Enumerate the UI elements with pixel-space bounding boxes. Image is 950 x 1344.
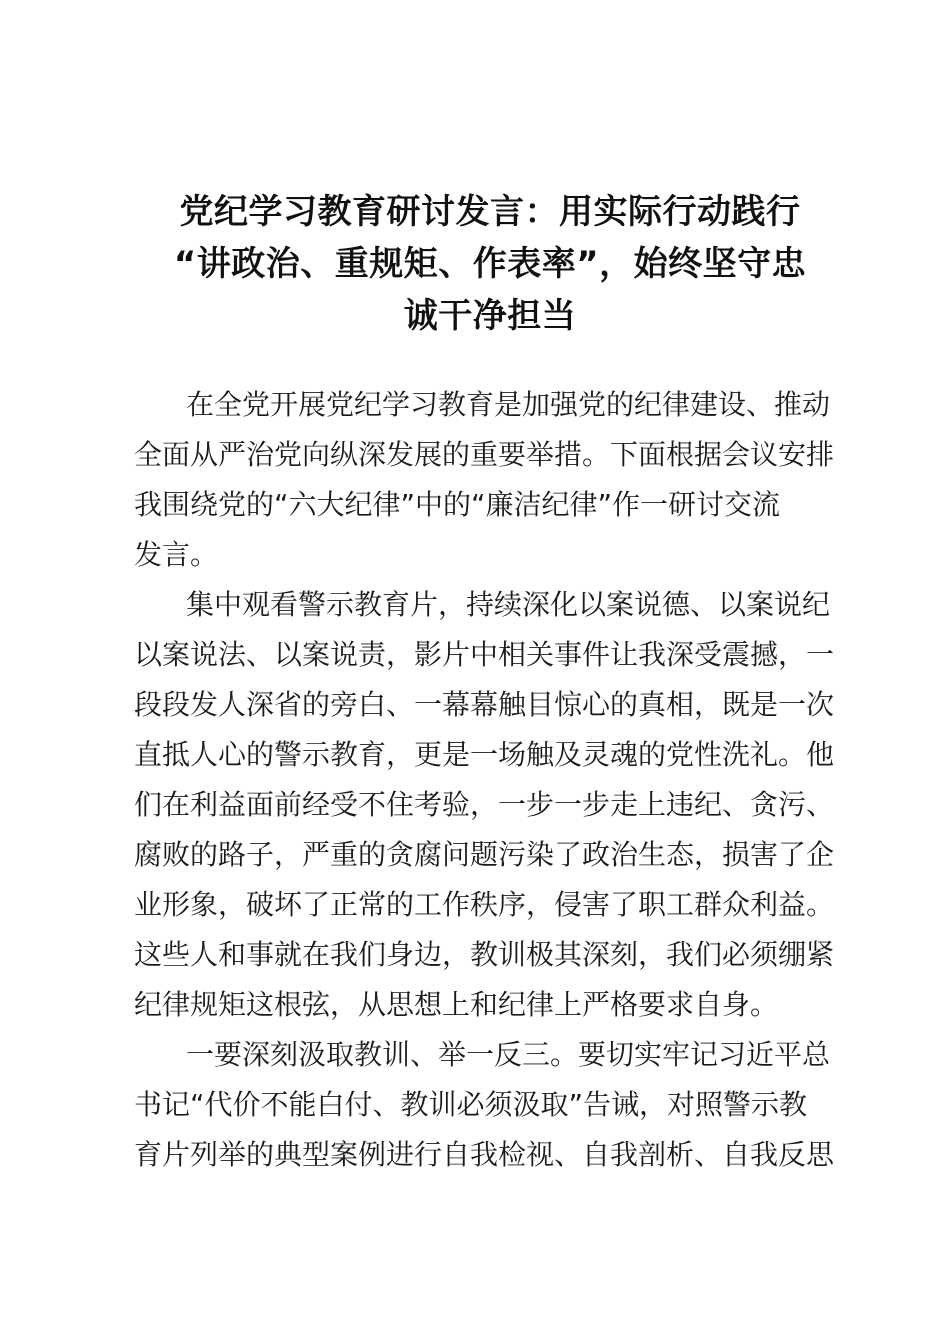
text-line: 我围绕党的“六大纪律”中的“廉洁纪律”作一研讨交流 — [134, 488, 781, 521]
text-line: 段段发人深省的旁白、一幕幕触目惊心的真相，既是一次 — [134, 688, 835, 721]
text-line: 一要深刻汲取教训、举一反三。要切实牢记习近平总 — [186, 1038, 831, 1071]
paragraph-warning-film — [134, 580, 834, 1030]
document-title — [130, 186, 850, 342]
text-line: 发言。 — [134, 538, 219, 571]
text-line: 书记“代价不能白付、教训必须汲取”告诫，对照警示教 — [134, 1088, 808, 1121]
title-line: “讲政治、重规矩、作表率”，始终坚守忠 — [173, 244, 807, 284]
paragraph-intro — [134, 380, 834, 580]
text-line: 们在利益面前经受不住考验，一步一步走上违纪、贪污、 — [134, 788, 835, 821]
text-line: 育片列举的典型案例进行自我检视、自我剖析、自我反思 — [134, 1138, 835, 1171]
text-line: 这些人和事就在我们身边，教训极其深刻，我们必须绷紧 — [134, 938, 835, 971]
text-line: 业形象，破坏了正常的工作秩序，侵害了职工群众利益。 — [134, 888, 835, 921]
text-line: 直抵人心的警示教育，更是一场触及灵魂的党性洗礼。他 — [134, 738, 835, 771]
text-line: 集中观看警示教育片，持续深化以案说德、以案说纪 — [186, 588, 831, 621]
title-line: 诚干净担当 — [403, 296, 577, 336]
title-line: 党纪学习教育研讨发言：用实际行动践行 — [179, 192, 801, 232]
document-body — [134, 380, 834, 1180]
paragraph-lessons — [134, 1030, 834, 1180]
text-line: 在全党开展党纪学习教育是加强党的纪律建设、推动 — [186, 388, 831, 421]
text-line: 纪律规矩这根弦，从思想上和纪律上严格要求自身。 — [134, 988, 779, 1021]
text-line: 腐败的路子，严重的贪腐问题污染了政治生态，损害了企 — [134, 838, 835, 871]
text-line: 全面从严治党向纵深发展的重要举措。下面根据会议安排 — [134, 438, 835, 471]
text-line: 以案说法、以案说责，影片中相关事件让我深受震撼，一 — [134, 638, 835, 671]
